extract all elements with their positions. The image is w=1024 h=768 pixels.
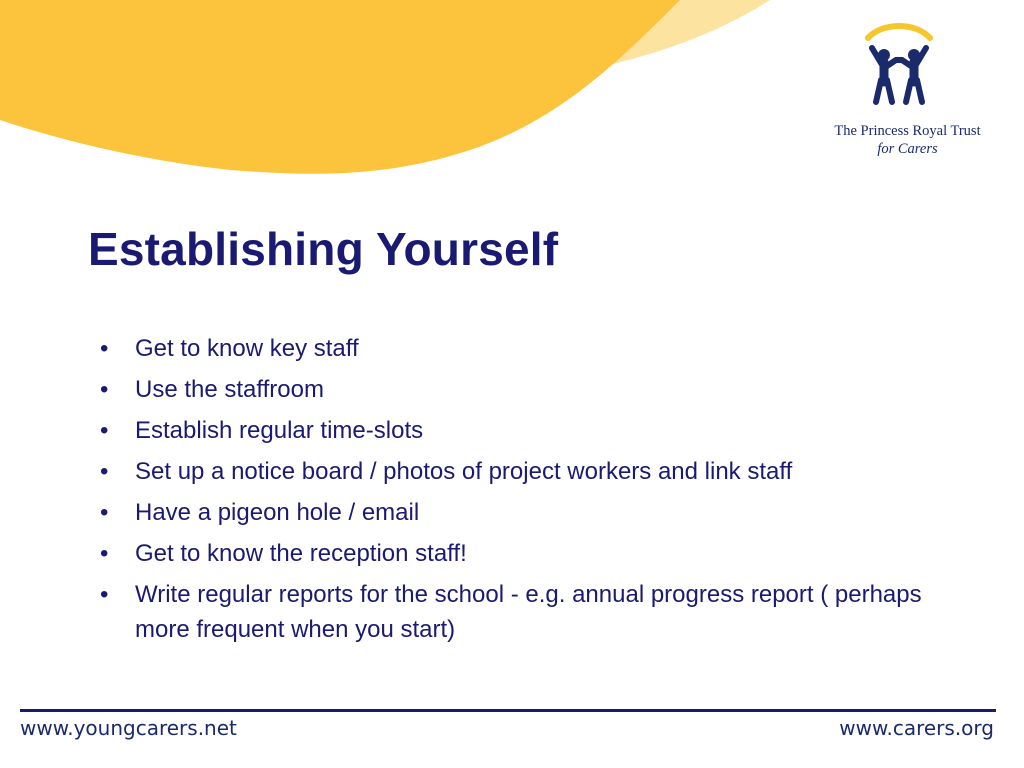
footer-left-url: www.youngcarers.net xyxy=(20,716,237,740)
slide-title: Establishing Yourself xyxy=(88,223,559,275)
bullet-item xyxy=(100,495,960,530)
bullet-text: Get to know key staff xyxy=(135,335,359,362)
bullet-text: Get to know the reception staff! xyxy=(135,540,467,567)
bullet-marker: • xyxy=(100,458,109,485)
bullet-item xyxy=(100,372,960,407)
org-name-line1: The Princess Royal Trust xyxy=(834,123,981,139)
bullet-marker: • xyxy=(100,581,109,608)
bullet-marker: • xyxy=(100,540,109,567)
swoosh-main-band xyxy=(0,0,680,174)
bullet-item xyxy=(100,331,960,366)
bullet-text: Set up a notice board / photos of project workers and link staff xyxy=(135,458,793,485)
bullet-marker: • xyxy=(100,376,109,403)
bullet-marker: • xyxy=(100,499,109,526)
bullet-marker: • xyxy=(100,417,109,444)
bullet-text: Use the staffroom xyxy=(135,376,324,403)
bullet-marker: • xyxy=(100,335,109,362)
bullet-text: Establish regular time-slots xyxy=(135,417,424,444)
bullet-item xyxy=(100,413,960,448)
bullet-item xyxy=(100,536,960,571)
footer-divider xyxy=(20,709,996,712)
bullet-text: Have a pigeon hole / email xyxy=(135,499,420,526)
org-name xyxy=(820,122,995,158)
footer-right-url: www.carers.org xyxy=(839,716,994,740)
bullet-item xyxy=(100,454,960,489)
bullet-item xyxy=(100,577,960,647)
bullet-text: Write regular reports for the school - e.g. annual progress report ( perhaps more frequent when you start) xyxy=(135,581,922,643)
org-logo xyxy=(820,20,995,158)
org-name-line2: for Carers xyxy=(877,141,938,157)
bullet-list xyxy=(100,331,960,653)
carers-emblem-icon xyxy=(854,20,944,110)
